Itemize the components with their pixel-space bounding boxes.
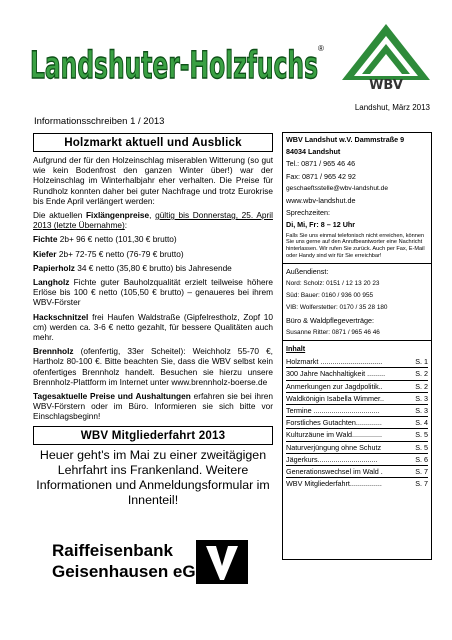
contact-sidebar (282, 132, 432, 560)
toc-item (286, 368, 428, 380)
org-address: WBV Landshut w.V. Dammstraße 9 (286, 135, 405, 144)
toc-item (286, 429, 428, 441)
toc-item (286, 442, 428, 454)
field-service-label: Außendienst: (286, 266, 329, 276)
contact-north: Nord: Scholz: 0151 / 12 13 20 23 (286, 280, 380, 288)
price-papierholz: Papierholz 34 € netto (35,80 € brutto) bis Jahresende (33, 262, 232, 273)
toc-item (286, 417, 428, 429)
office-hours: Di, Mi, Fr: 8 – 12 Uhr (286, 220, 356, 230)
para-intro: Aufgrund der für den Holzeinschlag miserablen Witterung (so gut wie kein Bodenfrost den ganzen Winter über!) war der Holzeinschlag im Winterhalbjahr eher verhalten. Die Preise für Rundholz konnten daher bei guter Nachfrage und trotz Eurokrise bis Ende April verlängert werden: (33, 155, 273, 206)
bank-name-line1: Raiffeisenbank (52, 541, 173, 560)
toc-item-title: Kulturzäune im Wald............... (286, 430, 382, 440)
toc-title: Inhalt (286, 344, 306, 354)
org-city: 84034 Landshut (286, 147, 341, 157)
price-kiefer: Kiefer 2b+ 72-75 € netto (76-79 € brutto) (33, 248, 184, 259)
raiffeisenbank-logo (52, 540, 196, 582)
place-date: Landshut, März 2013 (354, 103, 430, 112)
mitgliederfahrt-text: Heuer geht's im Mai zu einer zweitägigen Lehrfahrt ins Frankenland. Weitere Informationen und Anmeldungsformular im Innenteil! (36, 447, 270, 507)
toc-item-title: Generationswechsel im Wald . (286, 467, 383, 477)
bank-name-line2: Geisenhausen eG (52, 562, 196, 581)
logo-title-text: Landshuter-Holzfuchs (30, 44, 318, 87)
toc-item-page: S. 5 (415, 430, 428, 440)
main-column (33, 133, 273, 508)
care-contracts-label: Büro & Waldpflegeverträge: (286, 315, 375, 325)
info-letter-title: Informationsschreiben 1 / 2013 (34, 116, 165, 127)
toc-item-page: S. 3 (415, 406, 428, 416)
toc-item-page: S. 7 (415, 479, 428, 489)
volksbank-mark-icon (196, 540, 248, 584)
toc-item-title: Waldkönigin Isabella Wimmer.. (286, 393, 384, 403)
toc-item-page: S. 4 (415, 418, 428, 428)
wbv-logo (338, 22, 434, 92)
website-link[interactable]: www.wbv-landshut.de (286, 196, 356, 206)
price-hackschnitzel: Hackschnitzel frei Haufen Waldstraße (Gipfelrestholz, Zopf 10 cm) werden ca. 3-6 € netto gezahlt, für bessere Qualitäten auch mehr. (33, 311, 273, 343)
toc-item-page: S. 7 (415, 467, 428, 477)
email-link[interactable]: geschaeftsstelle@wbv-landshut.de (286, 184, 388, 192)
registered-mark: ® (318, 44, 324, 53)
contact-vib: VIB: Wolferstetter: 0170 / 35 28 180 (286, 304, 388, 312)
care-contact: Susanne Ritter: 0871 / 965 46 46 (286, 328, 380, 336)
toc-item-title: Holzmarkt ............................... (286, 357, 383, 367)
para-prices-intro: Die aktuellen Fixlängenpreise, gültig bis Donnerstag, 25. April 2013 (letzte Übernahme): (33, 210, 273, 231)
toc-item-title: 300 Jahre Nachhaltigkeit ......... (286, 369, 386, 379)
toc-item-page: S. 3 (415, 393, 428, 403)
toc-item-page: S. 5 (415, 442, 428, 452)
toc-item (286, 454, 428, 466)
table-of-contents (286, 356, 428, 489)
price-fichte: Fichte 2b+ 96 € netto (101,30 € brutto) (33, 234, 177, 245)
toc-item (286, 405, 428, 417)
wbv-logo-text: WBV (369, 78, 403, 92)
contact-south: Süd: Bauer: 0160 / 936 00 955 (286, 292, 374, 300)
toc-item-page: S. 6 (415, 454, 428, 464)
toc-item-page: S. 1 (415, 357, 428, 367)
toc-item (286, 393, 428, 405)
price-brennholz: Brennholz (ofenfertig, 33er Scheitel): Weichholz 55-70 €, Hartholz 80-100 €. Bitte beachten Sie, dass die WBV selbst kein ofenfertiges Brennholz handelt. Besuchen sie hierzu unsere Brennholz-Plattform im Internet unter www.brennholz-boerse.de (33, 346, 273, 387)
toc-item (286, 466, 428, 478)
toc-item (286, 356, 428, 368)
fax: Fax: 0871 / 965 42 92 (286, 171, 356, 181)
hours-label: Sprechzeiten: (286, 208, 330, 218)
toc-item-page: S. 2 (415, 381, 428, 391)
phone: Tel.: 0871 / 965 46 46 (286, 159, 356, 169)
toc-item-title: Anmerkungen zur Jagdpolitik.. (286, 381, 383, 391)
toc-item-title: Termine ................................. (286, 406, 380, 416)
section-title-mitgliederfahrt: WBV Mitgliederfahrt 2013 (33, 426, 273, 445)
holzfuchs-logo (30, 28, 320, 90)
para-tagesaktuell: Tagesaktuelle Preise und Aushaltungen erfahren sie bei ihren WBV-Förstern oder im Büro. Informieren sie sich bitte vor Einschlagsbeginn! (33, 391, 273, 422)
toc-item-page: S. 2 (415, 369, 428, 379)
contact-note: Falls Sie uns einmal telefonisch nicht erreichen, können Sie uns gerne auf den Anrufbeantworter eine Nachricht hinterlassen. Wir rufen Sie zurück. Auch per Fax, E-Mail oder Handy sind wir für Sie erreichbar! (286, 232, 425, 260)
toc-item (286, 478, 428, 489)
toc-item (286, 381, 428, 393)
section-title-holzmarkt: Holzmarkt aktuell und Ausblick (33, 133, 273, 152)
toc-item-title: Naturverjüngung ohne Schutz (286, 442, 382, 452)
price-langholz: Langholz Fichte guter Bauholzqualität erzielt teilweise höhere Erlöse bis 100 € netto (105,50 € brutto) – genaueres bei ihrem WBV-Förster (33, 277, 273, 308)
toc-item-title: Forstliches Gutachten............. (286, 418, 382, 428)
toc-item-title: Jägerkurs.............................. (286, 454, 378, 464)
holzmarkt-text (33, 155, 273, 422)
toc-item-title: WBV Mitgliederfahrt................ (286, 479, 382, 489)
